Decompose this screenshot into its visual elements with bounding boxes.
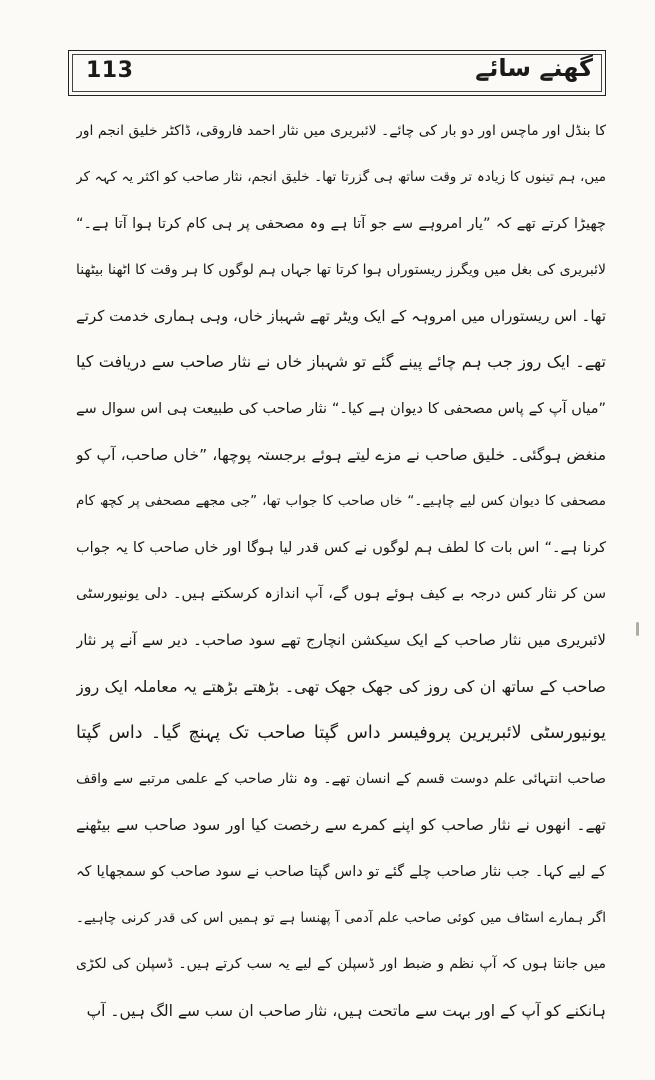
text-line: میں، ہم تینوں کا زیادہ تر وقت ساتھ ہی گزرتا تھا۔ خلیق انجم، نثار صاحب کو اکثر یہ کہہ کر bbox=[76, 169, 606, 186]
text-line: صاحب کے ساتھ ان کی روز کی جھک جھک تھی۔ بڑھتے بڑھتے یہ معاملہ ایک روز bbox=[76, 676, 606, 696]
text-line: تھے۔ انھوں نے نثار صاحب کو اپنے کمرے سے رخصت کیا اور سود صاحب سے بیٹھنے bbox=[76, 816, 606, 835]
text-line: تھا۔ اس ریستوراں میں امروہہ کے ایک ویٹر تھے شہباز خاں، وہی ہماری خدمت کرتے bbox=[76, 307, 606, 326]
page-number: 113 bbox=[86, 58, 134, 83]
text-line: ہانکنے کو آپ کے اور بہت سے ماتحت ہیں، نثار صاحب ان سب سے الگ ہیں۔ آپ bbox=[86, 1001, 606, 1020]
text-line: کرنا ہے۔“ اس بات کا لطف ہم لوگوں نے کس قدر لیا ہوگا اور خاں صاحب کا یہ جواب bbox=[76, 539, 606, 556]
text-line: سن کر نثار کس درجہ بے کیف ہوئے ہوں گے، آپ اندازہ کرسکتے ہیں۔ دلی یونیورسٹی bbox=[76, 585, 606, 602]
text-line: تھے۔ ایک روز جب ہم چائے پینے گئے تو شہباز خاں نے نثار صاحب سے دریافت کیا bbox=[76, 352, 606, 372]
text-line: منغض ہوگئی۔ خلیق صاحب نے مزے لیتے ہوئے برجستہ پوچھا، ”خاں صاحب، آپ کو bbox=[76, 446, 606, 465]
text-line: چھیڑا کرتے تھے کہ ”یار امروہے سے جو آتا ہے وہ مصحفی پر ہی کام کرتا ہوا آتا ہے۔“ bbox=[76, 215, 606, 232]
text-line: مصحفی کا دیوان کس لیے چاہیے۔“ خاں صاحب کا جواب تھا، ”جی مجھے مصحفی پر کچھ کام bbox=[76, 493, 606, 510]
margin-mark bbox=[636, 622, 639, 636]
text-line: ”میاں آپ کے پاس مصحفی کا دیوان ہے کیا۔“ نثار صاحب کی طبیعت ہی اس سوال سے bbox=[76, 400, 606, 417]
running-title: گھنے سائے bbox=[475, 54, 593, 82]
text-line: کا بنڈل اور ماچس اور دو بار کی چائے۔ لائبریری میں نثار احمد فاروقی، ڈاکٹر خلیق انجم اور bbox=[76, 123, 606, 139]
text-line: یونیورسٹی لائبریرین پروفیسر داس گپتا صاحب تک پہنچ گیا۔ داس گپتا bbox=[76, 722, 606, 743]
body-text bbox=[76, 108, 606, 1034]
text-line: اگر ہمارے اسٹاف میں کوئی صاحب علم آدمی آ پھنسا ہے تو ہمیں اس کی قدر کرنی چاہیے۔ bbox=[76, 910, 606, 927]
text-line: لائبریری میں نثار صاحب کے ایک سیکشن انچارج تھے سود صاحب۔ دیر سے آنے پر نثار bbox=[76, 631, 606, 650]
text-line: میں جانتا ہوں کہ آپ نظم و ضبط اور ڈسپلن کے لیے یہ سب کرتے ہیں۔ ڈسپلن کی لکڑی bbox=[76, 956, 606, 973]
text-line: لائبریری کی بغل میں ویگرز ریستوراں ہوا کرتا تھا جہاں ہم لوگوں کا ہر وقت کا اٹھنا بیٹھنا bbox=[76, 261, 606, 278]
text-line: صاحب انتہائی علم دوست قسم کے انسان تھے۔ وہ نثار صاحب کے علمی مرتبے سے واقف bbox=[76, 771, 606, 788]
text-line: کے لیے کہا۔ جب نثار صاحب چلے گئے تو داس گپتا صاحب نے سود صاحب کو سمجھایا کہ bbox=[76, 863, 606, 880]
